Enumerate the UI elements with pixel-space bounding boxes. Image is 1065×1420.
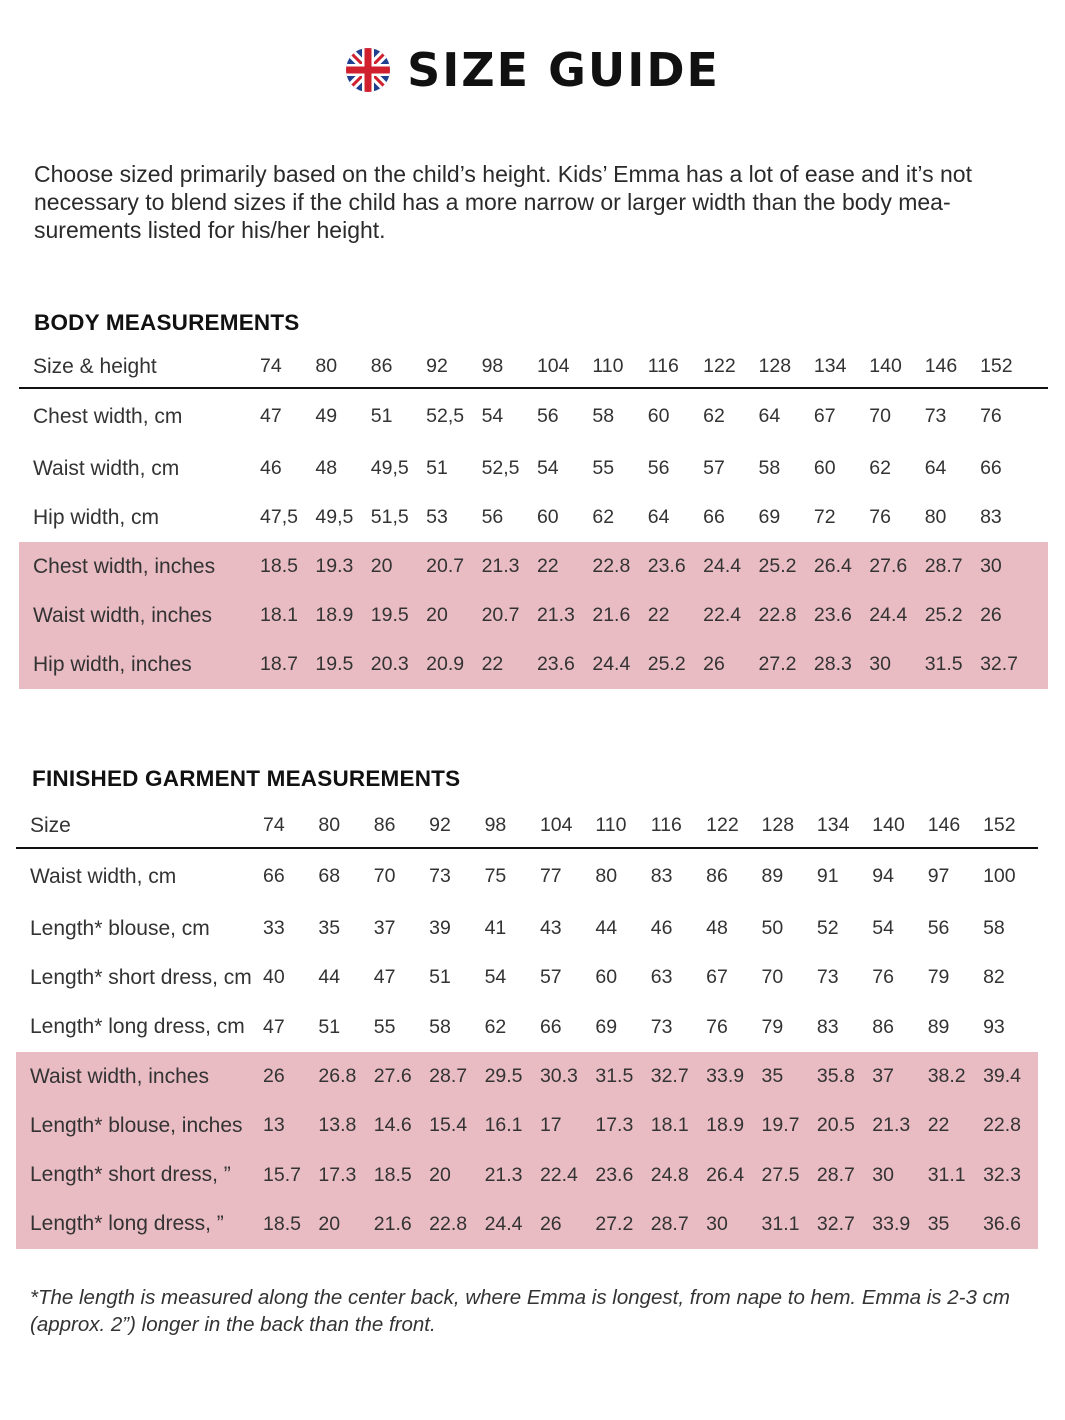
cell-value: 60 — [813, 457, 836, 479]
cell-value: 25.2 — [759, 542, 814, 591]
cell-value: 27.2 — [759, 640, 814, 689]
header-label: Size — [16, 804, 263, 848]
cell-value: 17.3 — [595, 1101, 650, 1150]
size-header: 98 — [482, 346, 537, 388]
body-measurements-title: BODY MEASUREMENTS — [34, 310, 300, 335]
cell-value: 30 — [872, 1150, 927, 1199]
cell-value: 50 — [761, 917, 784, 940]
cell-value: 69 — [758, 506, 781, 528]
cell-value: 67 — [813, 405, 836, 427]
cell-value: 64 — [647, 506, 670, 528]
cell-value: 39 — [429, 917, 451, 940]
cell-value: 25.2 — [925, 591, 980, 640]
table-row — [19, 388, 1048, 444]
cell-value: 54 — [484, 966, 507, 989]
cell-value: 76 — [872, 966, 894, 989]
table-row — [16, 1200, 1038, 1249]
cell-value: 22.8 — [983, 1101, 1038, 1150]
cell-value: 51,5 — [370, 506, 409, 528]
cell-value: 32.7 — [980, 640, 1035, 689]
cell-value: 18.9 — [706, 1101, 761, 1150]
cell-value: 64 — [924, 457, 947, 479]
cell-value: 24.4 — [485, 1200, 540, 1249]
cell-value: 73 — [924, 405, 947, 427]
cell-value: 33.9 — [872, 1200, 927, 1249]
cell-value: 62 — [592, 506, 615, 528]
cell-value: 41 — [484, 917, 507, 940]
size-header: 80 — [318, 804, 373, 848]
row-label: Waist width, inches — [19, 591, 260, 640]
cell-value: 22 — [537, 542, 592, 591]
cell-value: 26.4 — [814, 542, 869, 591]
size-header: 92 — [429, 804, 484, 848]
cell-value: 58 — [592, 405, 615, 427]
cell-value: 26 — [703, 640, 758, 689]
cell-value: 19.7 — [762, 1101, 817, 1150]
cell-value: 27.6 — [869, 542, 924, 591]
cell-value: 60 — [595, 966, 618, 989]
table-row — [16, 1052, 1038, 1101]
cell-value: 51 — [429, 966, 451, 989]
cell-value: 30 — [706, 1200, 761, 1249]
size-header: 110 — [592, 346, 647, 388]
cell-value: 26 — [263, 1052, 318, 1101]
body-measurements-table — [19, 346, 1048, 689]
cell-value: 20.5 — [817, 1101, 872, 1150]
cell-value: 82 — [983, 966, 1005, 989]
cell-value: 16.1 — [485, 1101, 540, 1150]
cell-value: 76 — [869, 506, 891, 528]
cell-value: 22 — [928, 1101, 983, 1150]
cell-value: 21.3 — [537, 591, 592, 640]
cell-value: 20 — [318, 1200, 373, 1249]
size-header: 80 — [315, 346, 370, 388]
cell-value: 86 — [872, 1015, 894, 1038]
cell-value: 35 — [318, 917, 341, 940]
cell-value: 38.2 — [928, 1052, 983, 1101]
size-header: 104 — [540, 804, 595, 848]
cell-value: 26.4 — [706, 1150, 761, 1199]
table-row — [19, 444, 1048, 493]
cell-value: 19.5 — [371, 591, 426, 640]
cell-value: 52 — [816, 917, 839, 940]
cell-value: 21.6 — [592, 591, 647, 640]
size-header: 104 — [537, 346, 592, 388]
cell-value: 24.4 — [592, 640, 647, 689]
cell-value: 13.8 — [318, 1101, 373, 1150]
row-label: Length* short dress, ” — [16, 1150, 263, 1199]
cell-value: 30 — [869, 640, 924, 689]
cell-value: 15.7 — [263, 1150, 318, 1199]
cell-value: 52,5 — [426, 405, 465, 427]
cell-value: 28.7 — [429, 1052, 484, 1101]
row-label: Length* short dress, cm — [30, 965, 252, 989]
cell-value: 18.1 — [651, 1101, 706, 1150]
cell-value: 20.3 — [371, 640, 426, 689]
cell-value: 56 — [536, 405, 559, 427]
cell-value: 48 — [706, 917, 728, 940]
cell-value: 22.8 — [429, 1200, 484, 1249]
size-header: 122 — [706, 804, 761, 848]
cell-value: 30 — [980, 542, 1035, 591]
cell-value: 46 — [650, 917, 673, 940]
cell-value: 70 — [869, 405, 891, 427]
row-label: Hip width, inches — [19, 640, 260, 689]
table-row — [19, 542, 1048, 591]
cell-value: 32.7 — [817, 1200, 872, 1249]
size-header: 92 — [426, 346, 481, 388]
size-header: 152 — [983, 804, 1038, 848]
cell-value: 22 — [482, 640, 537, 689]
garment-measurements-title: FINISHED GARMENT MEASUREMENTS — [32, 766, 461, 791]
row-label: Length* blouse, inches — [16, 1101, 263, 1150]
cell-value: 57 — [539, 966, 562, 989]
cell-value: 60 — [647, 405, 670, 427]
cell-value: 56 — [647, 457, 670, 479]
cell-value: 18.9 — [315, 591, 370, 640]
row-label: Waist width, cm — [33, 456, 180, 480]
footnote: *The length is measured along the center back, where Emma is longest, from nape to hem. Emma is 2-3 cm (approx. 2”) longer in the back than the front. — [30, 1286, 1010, 1336]
cell-value: 18.5 — [263, 1200, 318, 1249]
cell-value: 24.4 — [703, 542, 758, 591]
table-row — [19, 640, 1048, 689]
cell-value: 89 — [927, 1015, 950, 1038]
cell-value: 46 — [260, 457, 282, 479]
row-label: Length* long dress, ” — [16, 1200, 263, 1249]
uk-flag-icon — [345, 47, 391, 93]
cell-value: 62 — [869, 457, 891, 479]
cell-value: 47,5 — [260, 506, 298, 528]
cell-value: 36.6 — [983, 1200, 1038, 1249]
table-row — [16, 848, 1038, 904]
cell-value: 23.6 — [814, 591, 869, 640]
row-spacer — [1035, 542, 1048, 591]
cell-value: 56 — [481, 506, 504, 528]
cell-value: 93 — [983, 1015, 1005, 1038]
cell-value: 70 — [373, 865, 396, 887]
cell-value: 21.3 — [485, 1150, 540, 1199]
cell-value: 44 — [595, 917, 618, 940]
row-label: Length* long dress, cm — [30, 1015, 245, 1039]
cell-value: 80 — [924, 506, 947, 528]
cell-value: 76 — [706, 1015, 728, 1038]
cell-value: 73 — [816, 966, 839, 989]
size-header: 116 — [648, 346, 703, 388]
cell-value: 24.8 — [651, 1150, 706, 1199]
cell-value: 20 — [429, 1150, 484, 1199]
size-header: 140 — [872, 804, 927, 848]
cell-value: 33.9 — [706, 1052, 761, 1101]
cell-value: 22.8 — [592, 542, 647, 591]
cell-value: 56 — [927, 917, 950, 940]
cell-value: 30.3 — [540, 1052, 595, 1101]
cell-value: 48 — [315, 457, 338, 479]
cell-value: 20.7 — [426, 542, 481, 591]
cell-value: 58 — [983, 917, 1005, 940]
cell-value: 54 — [536, 457, 559, 479]
cell-value: 29.5 — [485, 1052, 540, 1101]
cell-value: 51 — [318, 1015, 341, 1038]
intro-text: Choose sized primarily based on the child’s height. Kids’ Emma has a lot of ease and it’s not necessary to blend sizes if the child has a more narrow or larger width than the body mea-surements listed for his/her height. — [34, 161, 972, 243]
page-title: SIZE GUIDE — [407, 43, 720, 97]
cell-value: 58 — [758, 457, 781, 479]
table-row — [16, 1150, 1038, 1199]
cell-value: 62 — [703, 405, 725, 427]
cell-value: 24.4 — [869, 591, 924, 640]
cell-value: 31.5 — [595, 1052, 650, 1101]
cell-value: 37 — [373, 917, 396, 940]
size-header: 110 — [595, 804, 650, 848]
cell-value: 37 — [872, 1052, 927, 1101]
size-header: 134 — [814, 346, 869, 388]
table-row — [16, 904, 1038, 953]
cell-value: 94 — [872, 865, 894, 887]
size-header: 116 — [651, 804, 706, 848]
cell-value: 26 — [980, 591, 1035, 640]
cell-value: 20.9 — [426, 640, 481, 689]
cell-value: 47 — [263, 1015, 285, 1038]
cell-value: 20.7 — [482, 591, 537, 640]
cell-value: 60 — [536, 506, 559, 528]
cell-value: 75 — [484, 865, 507, 887]
row-label: Waist width, inches — [16, 1052, 263, 1101]
table-row — [19, 493, 1048, 542]
cell-value: 19.3 — [315, 542, 370, 591]
cell-value: 86 — [706, 865, 728, 887]
size-header: 152 — [980, 346, 1035, 388]
cell-value: 20 — [371, 542, 426, 591]
cell-value: 51 — [426, 457, 448, 479]
cell-value: 28.7 — [817, 1150, 872, 1199]
cell-value: 68 — [318, 865, 341, 887]
cell-value: 17.3 — [318, 1150, 373, 1199]
size-header: 74 — [263, 804, 318, 848]
cell-value: 31.1 — [762, 1200, 817, 1249]
cell-value: 83 — [980, 506, 1002, 528]
table-row — [16, 1101, 1038, 1150]
cell-value: 91 — [816, 865, 839, 887]
row-label: Hip width, cm — [33, 505, 160, 529]
cell-value: 22.4 — [703, 591, 758, 640]
cell-value: 27.2 — [595, 1200, 650, 1249]
cell-value: 80 — [595, 865, 618, 887]
cell-value: 25.2 — [648, 640, 703, 689]
row-label: Chest width, cm — [33, 404, 183, 428]
cell-value: 26 — [540, 1200, 595, 1249]
cell-value: 63 — [650, 966, 673, 989]
cell-value: 49,5 — [370, 457, 409, 479]
cell-value: 18.1 — [260, 591, 315, 640]
cell-value: 52,5 — [481, 457, 520, 479]
size-header: 98 — [485, 804, 540, 848]
cell-value: 44 — [318, 966, 341, 989]
header-spacer — [1035, 346, 1048, 388]
cell-value: 89 — [761, 865, 784, 887]
cell-value: 18.5 — [374, 1150, 429, 1199]
cell-value: 35 — [762, 1052, 817, 1101]
cell-value: 15.4 — [429, 1101, 484, 1150]
cell-value: 62 — [484, 1015, 507, 1038]
cell-value: 66 — [980, 457, 1002, 479]
cell-value: 47 — [373, 966, 396, 989]
table-row — [16, 1003, 1038, 1052]
size-header: 128 — [759, 346, 814, 388]
cell-value: 26.8 — [318, 1052, 373, 1101]
cell-value: 31.5 — [925, 640, 980, 689]
cell-value: 19.5 — [315, 640, 370, 689]
header-label: Size & height — [19, 346, 260, 388]
cell-value: 72 — [813, 506, 836, 528]
cell-value: 49 — [315, 405, 338, 427]
cell-value: 73 — [650, 1015, 673, 1038]
title-bar — [0, 42, 1065, 98]
cell-value: 66 — [263, 865, 285, 887]
cell-value: 14.6 — [374, 1101, 429, 1150]
cell-value: 67 — [706, 966, 728, 989]
row-spacer — [1035, 640, 1048, 689]
cell-value: 27.6 — [374, 1052, 429, 1101]
row-spacer — [1035, 493, 1048, 542]
cell-value: 22.4 — [540, 1150, 595, 1199]
cell-value: 23.6 — [595, 1150, 650, 1199]
cell-value: 28.7 — [925, 542, 980, 591]
cell-value: 54 — [481, 405, 504, 427]
cell-value: 47 — [260, 405, 282, 427]
cell-value: 27.5 — [762, 1150, 817, 1199]
cell-value: 21.3 — [482, 542, 537, 591]
garment-measurements-table — [16, 804, 1038, 1249]
size-header: 146 — [925, 346, 980, 388]
cell-value: 31.1 — [928, 1150, 983, 1199]
row-spacer — [1035, 444, 1048, 493]
table-row — [16, 953, 1038, 1002]
cell-value: 18.5 — [260, 542, 315, 591]
size-header: 146 — [928, 804, 983, 848]
cell-value: 22.8 — [759, 591, 814, 640]
cell-value: 54 — [872, 917, 894, 940]
cell-value: 77 — [539, 865, 562, 887]
cell-value: 53 — [426, 506, 448, 528]
row-label: Length* blouse, cm — [30, 916, 210, 940]
cell-value: 66 — [539, 1015, 562, 1038]
cell-value: 28.3 — [814, 640, 869, 689]
cell-value: 35.8 — [817, 1052, 872, 1101]
size-header: 128 — [762, 804, 817, 848]
cell-value: 32.7 — [651, 1052, 706, 1101]
cell-value: 97 — [927, 865, 950, 887]
cell-value: 100 — [983, 865, 1016, 887]
cell-value: 21.3 — [872, 1101, 927, 1150]
size-header: 86 — [374, 804, 429, 848]
cell-value: 79 — [927, 966, 950, 989]
cell-value: 21.6 — [374, 1200, 429, 1249]
size-header: 134 — [817, 804, 872, 848]
cell-value: 64 — [758, 405, 781, 427]
cell-value: 57 — [703, 457, 725, 479]
cell-value: 40 — [263, 966, 285, 989]
cell-value: 35 — [928, 1200, 983, 1249]
row-label: Waist width, cm — [30, 864, 177, 888]
cell-value: 51 — [370, 405, 393, 427]
cell-value: 49,5 — [315, 506, 354, 528]
cell-value: 23.6 — [537, 640, 592, 689]
size-header: 86 — [371, 346, 426, 388]
cell-value: 23.6 — [648, 542, 703, 591]
cell-value: 39.4 — [983, 1052, 1038, 1101]
cell-value: 66 — [703, 506, 725, 528]
cell-value: 73 — [429, 865, 451, 887]
cell-value: 20 — [426, 591, 481, 640]
size-header: 140 — [869, 346, 924, 388]
table-row — [19, 591, 1048, 640]
cell-value: 28.7 — [651, 1200, 706, 1249]
cell-value: 13 — [263, 1101, 318, 1150]
row-spacer — [1035, 591, 1048, 640]
table-header-row — [19, 346, 1048, 388]
cell-value: 55 — [592, 457, 615, 479]
size-header: 122 — [703, 346, 758, 388]
cell-value: 32.3 — [983, 1150, 1038, 1199]
cell-value: 43 — [539, 917, 562, 940]
cell-value: 17 — [540, 1101, 595, 1150]
row-spacer — [1035, 388, 1048, 444]
cell-value: 58 — [429, 1015, 451, 1038]
cell-value: 22 — [648, 591, 703, 640]
cell-value: 83 — [816, 1015, 839, 1038]
cell-value: 76 — [980, 405, 1002, 427]
table-header-row — [16, 804, 1038, 848]
cell-value: 79 — [761, 1015, 784, 1038]
cell-value: 55 — [373, 1015, 396, 1038]
cell-value: 83 — [650, 865, 673, 887]
cell-value: 69 — [595, 1015, 618, 1038]
cell-value: 70 — [761, 966, 784, 989]
size-header: 74 — [260, 346, 315, 388]
row-label: Chest width, inches — [19, 542, 260, 591]
cell-value: 33 — [263, 917, 285, 940]
cell-value: 18.7 — [260, 640, 315, 689]
